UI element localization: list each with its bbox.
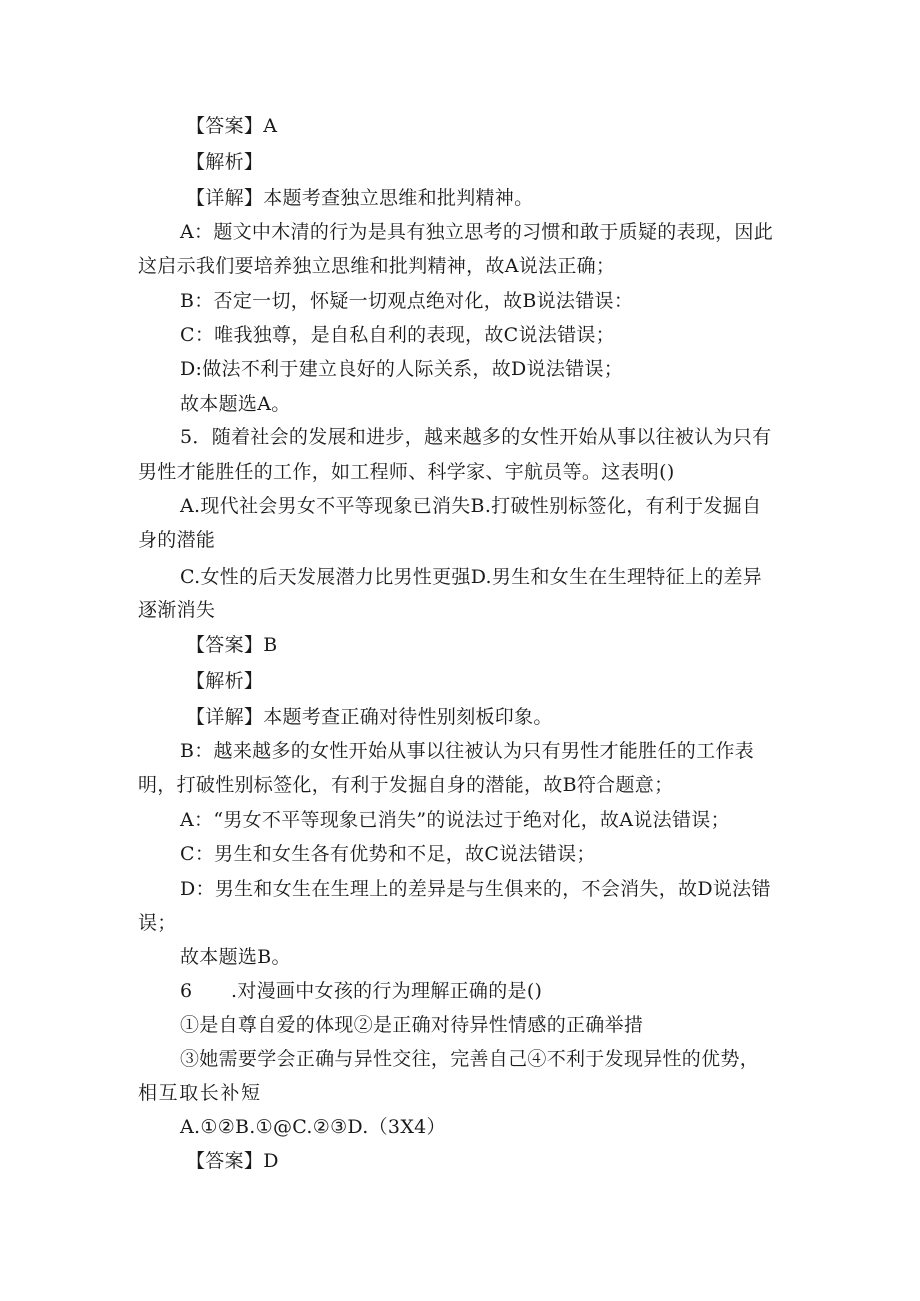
detail-q4: 【详解】本题考查独立思维和批判精神。 xyxy=(186,187,534,209)
question-5: 5．随着社会的发展和进步，越来越多的女性开始从事以往被认为只有 xyxy=(180,426,772,448)
explain-a-q4-cont: 这启示我们要培养独立思维和批判精神，故A说法正确； xyxy=(138,255,616,277)
options-cd-q5-cont: 逐渐消失 xyxy=(138,599,216,621)
question-5-cont: 男性才能胜任的工作，如工程师、科学家、宇航员等。这表明() xyxy=(138,461,675,483)
conclusion-q4: 故本题选A。 xyxy=(180,393,291,415)
explain-d-q5: D：男生和女生在生理上的差异是与生俱来的，不会消失，故D说法错 xyxy=(180,878,771,900)
explain-c-q4: C：唯我独尊，是自私自利的表现，故C说法错误； xyxy=(180,324,615,346)
explain-c-q5: C：男生和女生各有优势和不足，故C说法错误； xyxy=(180,843,596,865)
options-ab-q5-cont: 身的潜能 xyxy=(138,529,216,551)
explain-b-q4: B：否定一切，怀疑一切观点绝对化，故B说法错误： xyxy=(180,290,634,312)
explain-d-q5-cont: 误； xyxy=(138,912,177,934)
options-cd-q5: C.女性的后天发展潜力比男性更强D.男生和女生在生理特征上的差异 xyxy=(180,566,763,588)
analysis-label-q5: 【解析】 xyxy=(186,670,264,692)
conclusion-q5: 故本题选B。 xyxy=(180,946,291,968)
answer-label-q4: 【答案】A xyxy=(186,115,278,137)
explain-a-q5: A：“男女不平等现象已消失”的说法过于绝对化，故A说法错误； xyxy=(180,809,730,831)
explain-b-q5-cont: 明，打破性别标签化，有利于发掘自身的潜能，故B符合题意； xyxy=(138,774,674,796)
options-q6: A.①②B.①@C.②③D.（3X4） xyxy=(180,1116,446,1138)
explain-d-q4: D:做法不利于建立良好的人际关系，故D说法错误； xyxy=(180,358,624,380)
explain-a-q4: A：题文中木清的行为是具有独立思考的习惯和敢于质疑的表现，因此 xyxy=(180,221,774,243)
question-6: 6 .对漫画中女孩的行为理解正确的是() xyxy=(180,980,543,1002)
statements-34-q6-cont: 相互取长补短 xyxy=(138,1082,262,1104)
statements-34-q6: ③她需要学会正确与异性交往，完善自己④不利于发现异性的优势， xyxy=(180,1048,760,1070)
explain-b-q5: B：越来越多的女性开始从事以往被认为只有男性才能胜任的工作表 xyxy=(180,740,754,762)
statements-12-q6: ①是自尊自爱的体现②是正确对待异性情感的正确举措 xyxy=(180,1014,644,1036)
answer-label-q5: 【答案】B xyxy=(186,634,278,656)
answer-label-q6: 【答案】D xyxy=(186,1150,279,1172)
analysis-label-q4: 【解析】 xyxy=(186,151,264,173)
detail-q5: 【详解】本题考查正确对待性别刻板印象。 xyxy=(186,706,553,728)
options-ab-q5: A.现代社会男女不平等现象已消失B.打破性别标签化，有利于发掘自 xyxy=(180,495,762,517)
